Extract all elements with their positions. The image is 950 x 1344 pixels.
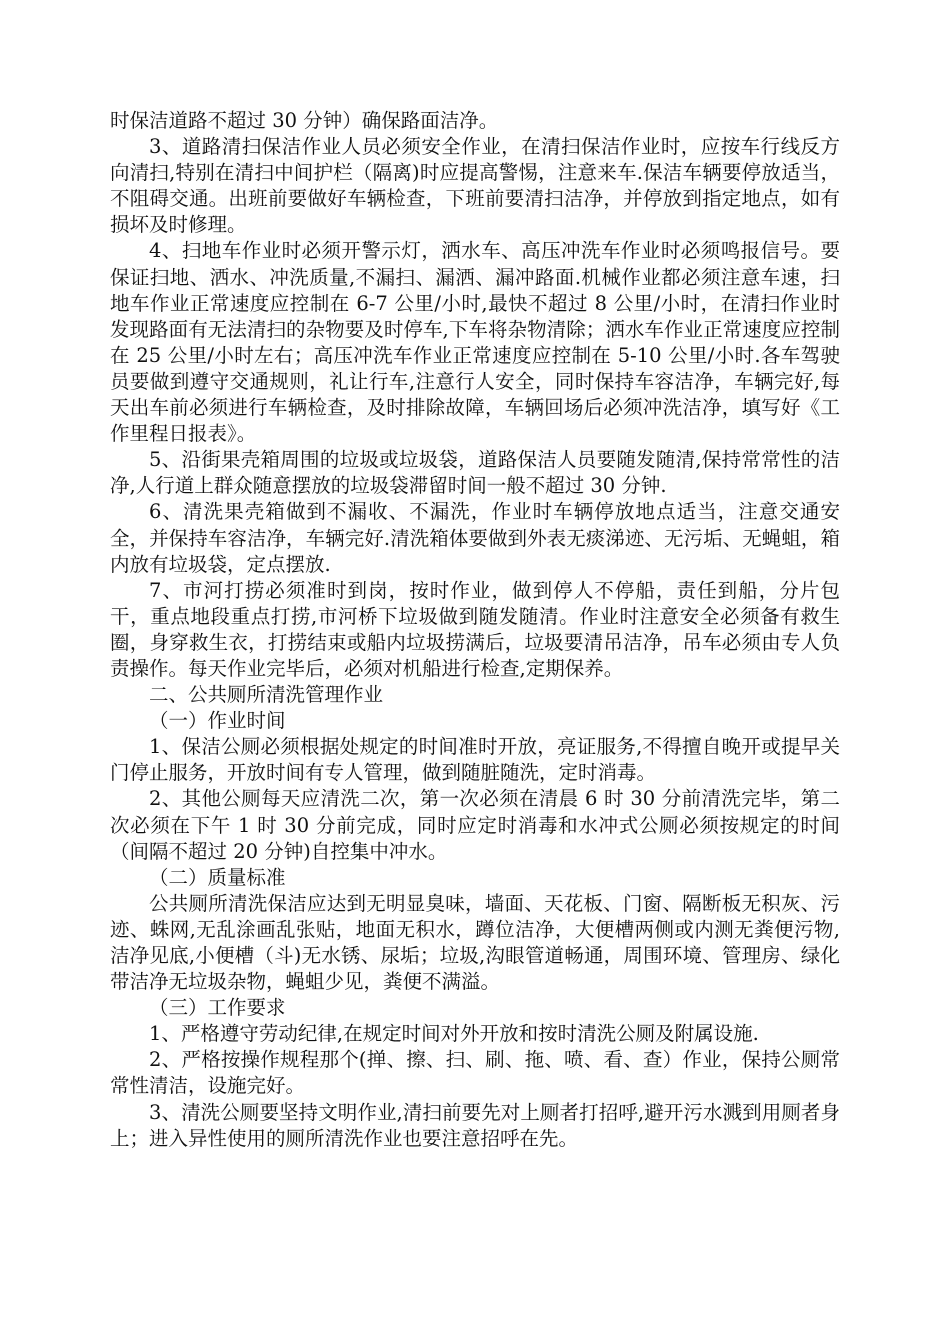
paragraph-continuation: 时保洁道路不超过 30 分钟）确保路面洁净。 xyxy=(110,109,499,132)
paragraph-requirement-2: 2、严格按操作规程那个(掸、擦、扫、刷、拖、喷、看、查）作业，保持公厕常常性清洁，设施完好。 xyxy=(110,1048,840,1098)
paragraph-item-4: 4、扫地车作业时必须开警示灯，洒水车、高压冲洗车作业时必须鸣报信号。要保证扫地、洒水、冲洗质量,不漏扫、漏洒、漏冲路面.机械作业都必须注意车速，扫地车作业正常速度应控制在 6-7 公里/小时,最快不超过 8 公里/小时，在清扫作业时发现路面有无法清扫的杂物要及时停车,下车将杂物清除；洒水车作业正常速度应控制在 25 公里/小时左右；高压冲洗车作业正常速度应控制在 5-10 公里/小时.各车驾驶员要做到遵守交通规则，礼让行车,注意行人安全，同时保持车容洁净，车辆完好,每天出车前必须进行车辆检查，及时排除故障，车辆回场后必须冲洗洁净，填写好《工作里程日报表》。 xyxy=(110,239,840,446)
paragraph-item-5: 5、沿街果壳箱周围的垃圾或垃圾袋，道路保洁人员要随发随清,保持常常性的洁净,人行道上群众随意摆放的垃圾袋滞留时间一般不超过 30 分钟. xyxy=(110,448,840,498)
subsection-heading-2: （二）质量标准 xyxy=(149,865,286,889)
paragraph-requirement-3: 3、清洗公厕要坚持文明作业,清扫前要先对上厕者打招呼,避开污水溅到用厕者身上；进入异性使用的厕所清洗作业也要注意招呼在先。 xyxy=(110,1100,840,1150)
paragraph-quality-standard: 公共厕所清洗保洁应达到无明显臭味，墙面、天花板、门窗、隔断板无积灰、污迹、蛛网,无乱涂画乱张贴，地面无积水，蹲位洁净，大便槽两侧或内测无粪便污物,洁净见底,小便槽（斗)无水锈、尿垢；垃圾,沟眼管道畅通，周围环境、管理房、绿化带洁净无垃圾杂物，蝇蛆少见，粪便不满溢。 xyxy=(110,891,840,994)
paragraph-item-3: 3、道路清扫保洁作业人员必须安全作业，在清扫保洁作业时，应按车行线反方向清扫,特别在清扫中间护栏（隔离)时应提高警惕，注意来车.保洁车辆要停放适当，不阻碍交通。出班前要做好车辆检查，下班前要清扫洁净，并停放到指定地点，如有损坏及时修理。 xyxy=(110,135,840,237)
paragraph-item-7: 7、市河打捞必须准时到岗，按时作业，做到停人不停船，责任到船，分片包干，重点地段重点打捞,市河桥下垃圾做到随发随清。作业时注意安全必须备有救生圈，身穿救生衣，打捞结束或船内垃圾捞满后，垃圾要清吊洁净，吊车必须由专人负责操作。每天作业完毕后，必须对机船进行检查,定期保养。 xyxy=(110,578,840,680)
document-page xyxy=(110,108,840,1152)
subsection-heading-1: （一）作业时间 xyxy=(149,709,286,733)
subsection-heading-3: （三）工作要求 xyxy=(149,996,286,1020)
section-heading-2: 二、公共厕所清洗管理作业 xyxy=(149,683,384,707)
paragraph-time-2: 2、其他公厕每天应清洗二次，第一次必须在清晨 6 时 30 分前清洗完毕，第二次必须在下午 1 时 30 分前完成，同时应定时消毒和水冲式公厕必须按规定的时间（间隔不超过 20 分钟)自控集中冲水。 xyxy=(110,787,840,863)
paragraph-item-6: 6、清洗果壳箱做到不漏收、不漏洗，作业时车辆停放地点适当，注意交通安全，并保持车容洁净，车辆完好.清洗箱体要做到外表无痰涕迹、无污垢、无蝇蛆，箱内放有垃圾袋，定点摆放. xyxy=(110,500,840,576)
paragraph-requirement-1: 1、严格遵守劳动纪律,在规定时间对外开放和按时清洗公厕及附属设施. xyxy=(149,1022,759,1046)
paragraph-time-1: 1、保洁公厕必须根据处规定的时间准时开放，亮证服务,不得擅自晚开或提早关门停止服务，开放时间有专人管理，做到随脏随洗，定时消毒。 xyxy=(110,735,840,785)
